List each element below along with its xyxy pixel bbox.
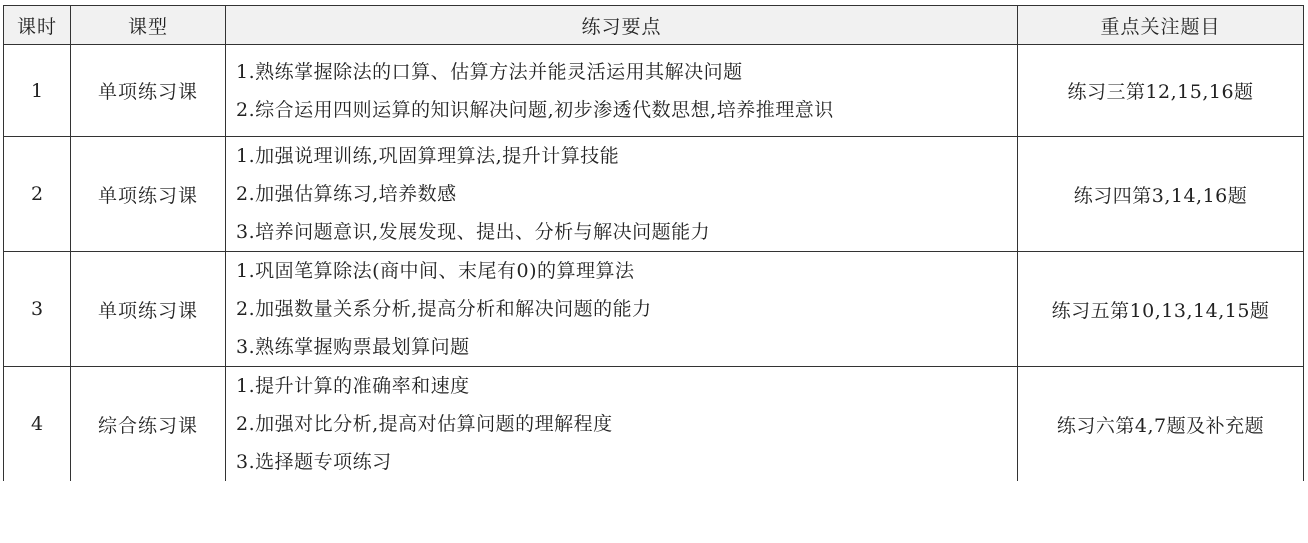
practice-point: 1.巩固笔算除法(商中间、末尾有0)的算理算法 xyxy=(236,260,635,282)
focus-exercises: 练习三第12,15,16题 xyxy=(1018,45,1304,137)
header-type: 课型 xyxy=(71,6,226,45)
table-row xyxy=(4,45,1304,137)
lesson-number: 3 xyxy=(4,252,71,367)
practice-point: 1.提升计算的准确率和速度 xyxy=(236,375,470,397)
table-row xyxy=(4,367,1304,482)
practice-point: 2.加强估算练习,培养数感 xyxy=(236,183,457,205)
lesson-number: 4 xyxy=(4,367,71,482)
focus-exercises: 练习六第4,7题及补充题 xyxy=(1018,367,1304,482)
lesson-number: 2 xyxy=(4,137,71,252)
practice-point: 3.选择题专项练习 xyxy=(236,451,392,473)
header-focus: 重点关注题目 xyxy=(1018,6,1304,45)
focus-exercises: 练习五第10,13,14,15题 xyxy=(1018,252,1304,367)
practice-point: 1.加强说理训练,巩固算理算法,提升计算技能 xyxy=(236,145,620,167)
practice-point: 2.加强对比分析,提高对估算问题的理解程度 xyxy=(236,413,613,435)
practice-points xyxy=(226,252,1018,367)
practice-points xyxy=(226,45,1018,137)
practice-point: 3.熟练掌握购票最划算问题 xyxy=(236,336,470,358)
practice-points xyxy=(226,137,1018,252)
practice-plan-table-wrapper xyxy=(3,5,1304,481)
practice-point: 3.培养问题意识,发展发现、提出、分析与解决问题能力 xyxy=(236,221,711,243)
table-row xyxy=(4,252,1304,367)
practice-point: 2.综合运用四则运算的知识解决问题,初步渗透代数思想,培养推理意识 xyxy=(236,98,834,121)
header-lesson: 课时 xyxy=(4,6,71,45)
practice-point: 2.加强数量关系分析,提高分析和解决问题的能力 xyxy=(236,298,652,320)
practice-points xyxy=(226,367,1018,482)
focus-exercises: 练习四第3,14,16题 xyxy=(1018,137,1304,252)
lesson-type: 综合练习课 xyxy=(71,367,226,482)
lesson-type: 单项练习课 xyxy=(71,137,226,252)
lesson-type: 单项练习课 xyxy=(71,45,226,137)
table-row xyxy=(4,137,1304,252)
practice-point: 1.熟练掌握除法的口算、估算方法并能灵活运用其解决问题 xyxy=(236,60,743,83)
lesson-number: 1 xyxy=(4,45,71,137)
lesson-type: 单项练习课 xyxy=(71,252,226,367)
practice-plan-table xyxy=(3,5,1304,481)
table-header-row xyxy=(4,6,1304,45)
header-points: 练习要点 xyxy=(226,6,1018,45)
